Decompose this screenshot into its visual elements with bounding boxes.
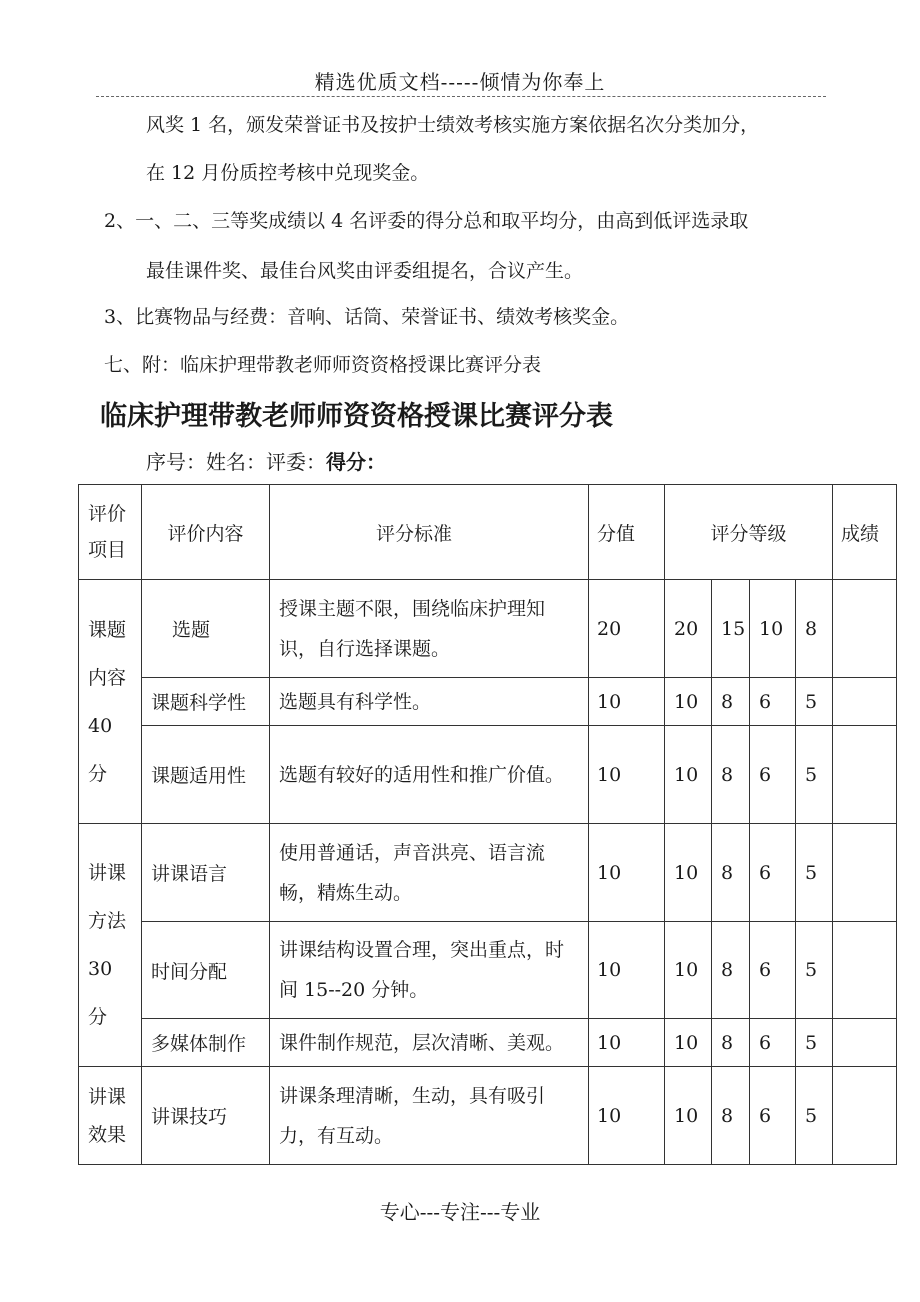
row-result [833,1067,897,1165]
row-grade: 6 [750,922,796,1019]
row-grade: 8 [712,1067,750,1165]
row-points: 10 [589,1067,665,1165]
group-project: 讲课方法30分 [79,824,142,1067]
row-points: 20 [589,580,665,678]
paragraph-line: 2、一、二、三等奖成绩以 4 名评委的得分总和取平均分，由高到低评选录取 [104,210,749,232]
header-divider [96,96,826,97]
group-project: 讲课效果 [79,1067,142,1165]
row-criteria: 选题有较好的适用性和推广价值。 [270,726,589,824]
row-grade: 5 [796,1019,833,1067]
row-grade: 10 [665,824,712,922]
row-item: 课题适用性 [142,726,270,824]
paragraph-line: 最佳课件奖、最佳台风奖由评委组提名，合议产生。 [146,260,584,282]
row-result [833,922,897,1019]
header-project: 评价项目 [79,485,142,580]
table-row [79,1067,897,1165]
score-meta [146,446,386,475]
row-grade: 10 [750,580,796,678]
row-grade: 5 [796,678,833,726]
row-criteria: 讲课条理清晰，生动，具有吸引力，有互动。 [270,1067,589,1165]
row-result [833,824,897,922]
row-grade: 5 [796,726,833,824]
row-grade: 6 [750,1067,796,1165]
row-item: 多媒体制作 [142,1019,270,1067]
row-grade: 8 [712,678,750,726]
table-row [79,678,897,726]
row-grade: 5 [796,922,833,1019]
page-header: 精选优质文档-----倾情为你奉上 [314,70,606,94]
row-grade: 15 [712,580,750,678]
header-criteria: 评分标准 [270,485,589,580]
row-grade: 8 [712,824,750,922]
paragraph-line: 风奖 1 名，颁发荣誉证书及按护士绩效考核实施方案依据名次分类加分， [146,114,760,136]
table-title: 临床护理带教老师师资资格授课比赛评分表 [100,401,613,432]
row-grade: 10 [665,922,712,1019]
header-content: 评价内容 [142,485,270,580]
row-grade: 6 [750,824,796,922]
row-grade: 5 [796,824,833,922]
row-criteria: 讲课结构设置合理，突出重点，时间 15--20 分钟。 [270,922,589,1019]
row-grade: 10 [665,1067,712,1165]
row-item: 选题 [142,580,270,678]
row-grade: 8 [712,726,750,824]
table-row [79,726,897,824]
row-grade: 6 [750,678,796,726]
score-table [78,484,897,1165]
table-row [79,1019,897,1067]
row-result [833,678,897,726]
row-grade: 20 [665,580,712,678]
row-criteria: 授课主题不限，围绕临床护理知识，自行选择课题。 [270,580,589,678]
row-criteria: 课件制作规范，层次清晰、美观。 [270,1019,589,1067]
paragraph-line: 3、比赛物品与经费：音响、话筒、荣誉证书、绩效考核奖金。 [104,306,630,328]
row-grade: 6 [750,1019,796,1067]
paragraph-line: 七、附：临床护理带教老师师资资格授课比赛评分表 [104,354,542,376]
row-points: 10 [589,922,665,1019]
table-header-row [79,485,897,580]
row-points: 10 [589,824,665,922]
meta-score-label: 得分： [326,450,386,474]
row-criteria: 选题具有科学性。 [270,678,589,726]
row-grade: 6 [750,726,796,824]
row-points: 10 [589,1019,665,1067]
group-project: 课题内容40分 [79,580,142,824]
row-result [833,726,897,824]
table-row [79,824,897,922]
row-grade: 8 [796,580,833,678]
header-result: 成绩 [833,485,897,580]
header-grades: 评分等级 [665,485,833,580]
row-grade: 8 [712,1019,750,1067]
row-item: 讲课语言 [142,824,270,922]
row-grade: 10 [665,726,712,824]
row-item: 讲课技巧 [142,1067,270,1165]
row-points: 10 [589,726,665,824]
meta-fields: 序号：姓名：评委： [146,450,326,474]
row-points: 10 [589,678,665,726]
table-row [79,580,897,678]
header-points: 分值 [589,485,665,580]
row-grade: 8 [712,922,750,1019]
row-result [833,580,897,678]
table-row [79,922,897,1019]
row-item: 时间分配 [142,922,270,1019]
row-result [833,1019,897,1067]
paragraph-line: 在 12 月份质控考核中兑现奖金。 [146,162,430,184]
row-grade: 5 [796,1067,833,1165]
row-grade: 10 [665,1019,712,1067]
page-footer: 专心---专注---专业 [379,1200,541,1224]
row-criteria: 使用普通话，声音洪亮、语言流畅，精炼生动。 [270,824,589,922]
row-item: 课题科学性 [142,678,270,726]
row-grade: 10 [665,678,712,726]
